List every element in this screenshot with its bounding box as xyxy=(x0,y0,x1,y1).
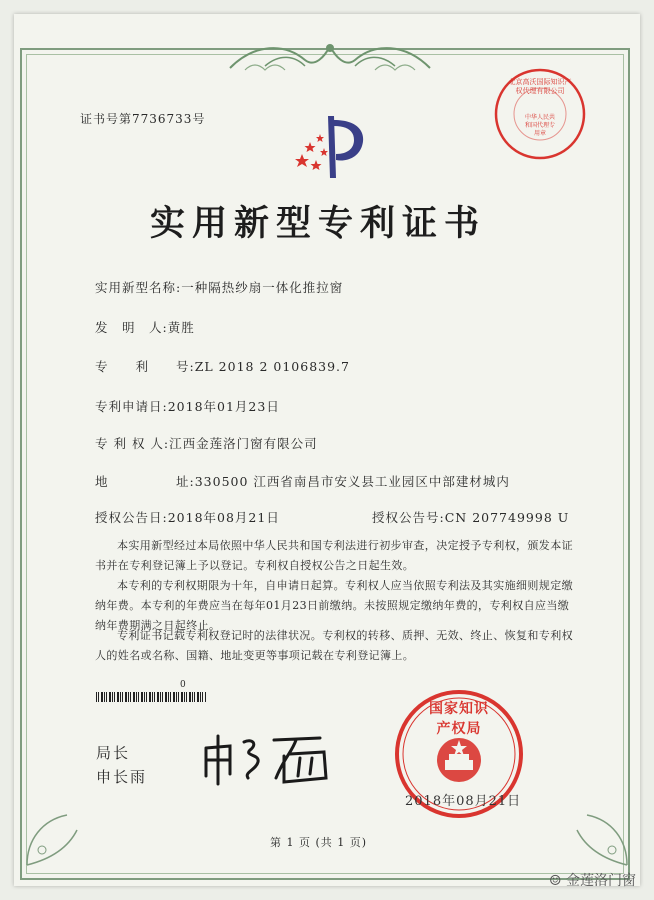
field-label: 专利申请日: xyxy=(95,399,168,414)
field-patent-number xyxy=(95,357,350,375)
field-patentee xyxy=(95,434,318,452)
field-application-date xyxy=(95,397,280,415)
field-value: 2018年08月21日 xyxy=(167,510,280,525)
field-label: 发 明 人: xyxy=(95,320,168,335)
corner-ornament-bottom-left xyxy=(22,800,92,870)
director-title: 局长 xyxy=(96,744,131,762)
director-name: 申长雨 xyxy=(96,768,148,786)
seal-date: 2018年08月21日 xyxy=(405,794,522,809)
official-seal-text: 国家知识产权局 xyxy=(429,701,489,737)
field-value: 2018年01月23日 xyxy=(167,399,280,414)
agency-stamp xyxy=(492,66,588,162)
corner-ornament-bottom-right xyxy=(562,800,632,870)
field-grant-announcement-number xyxy=(372,508,569,526)
field-value: 一种隔热纱扇一体化推拉窗 xyxy=(181,280,344,295)
top-ornament xyxy=(225,38,435,78)
field-value: 330500 江西省南昌市安义县工业园区中部建材城内 xyxy=(194,474,510,489)
certificate-number: 证书号第7736733号 xyxy=(80,112,206,126)
field-inventor xyxy=(95,318,195,336)
field-utility-model-name xyxy=(95,278,343,296)
field-grant-announcement-date xyxy=(95,508,280,526)
field-label: 授权公告日: xyxy=(95,510,168,525)
patent-office-logo-icon xyxy=(290,112,370,182)
agency-stamp-text: 北京高沃国际知识产权代理有限公司 xyxy=(508,78,572,95)
page-number: 第 1 页 (共 1 页) xyxy=(270,836,368,849)
wechat-icon: ☺ xyxy=(548,873,562,889)
barcode-mark: 0 xyxy=(180,680,186,690)
paragraph-status: 专利证书记载专利权登记时的法律状况。专利权的转移、质押、无效、终止、恢复和专利权人的姓名或名称、国籍、地址变更等事项记载在专利登记簿上。 xyxy=(95,629,573,662)
watermark-text: 金莲洛门窗 xyxy=(566,873,636,889)
field-label: 地 址: xyxy=(95,474,195,489)
field-label: 专 利 号: xyxy=(95,359,195,374)
paragraph-grant: 本实用新型经过本局依照中华人民共和国专利法进行初步审查，决定授予专利权，颁发本证书并在专利登记簿上予以登记。专利权自授权公告之日起生效。 xyxy=(95,539,573,572)
field-label: 专 利 权 人: xyxy=(95,436,170,451)
agency-stamp-center: 中华人民共和国代理专用章 xyxy=(524,114,555,137)
field-label: 授权公告号: xyxy=(372,510,445,525)
director-signature-icon xyxy=(200,728,340,788)
field-address xyxy=(95,472,510,490)
field-label: 实用新型名称: xyxy=(95,280,182,295)
watermark xyxy=(549,870,636,890)
field-value: 黄胜 xyxy=(167,320,195,335)
barcode xyxy=(96,692,206,702)
field-value: 江西金莲洛门窗有限公司 xyxy=(169,436,318,451)
paragraph-term: 本专利的专利权期限为十年，自申请日起算。专利权人应当依照专利法及其实施细则规定缴纳年费。本专利的年费应当在每年01月23日前缴纳。未按照规定缴纳年费的，专利权自应当缴纳年费期满之日起终止。 xyxy=(95,579,573,632)
document-title: 实用新型专利证书 xyxy=(150,203,487,244)
field-value: ZL 2018 2 0106839.7 xyxy=(194,359,350,374)
field-value: CN 207749998 U xyxy=(444,510,570,525)
